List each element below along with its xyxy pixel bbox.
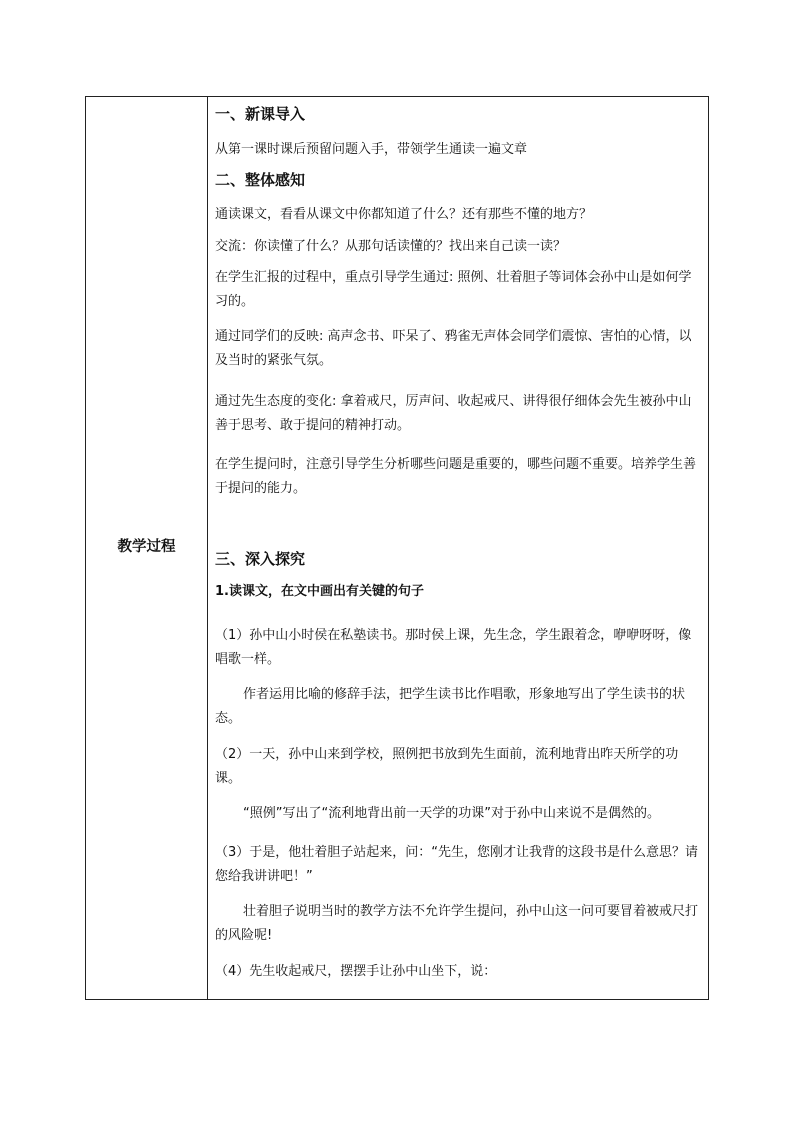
paragraph: 通过同学们的反映: 高声念书、吓呆了、鸦雀无声体会同学们震惊、害怕的心情，以及当时的紧张气氛。 xyxy=(215,329,692,368)
subheading: 1.读课文，在文中画出有关键的句子 xyxy=(215,584,424,599)
sentence-item: （1）孙中山小时侯在私塾读书。那时侯上课，先生念，学生跟着念，咿咿呀呀，像唱歌一样。 xyxy=(215,628,692,667)
sentence-analysis: 作者运用比喻的修辞手法，把学生读书比作唱歌，形象地写出了学生读书的状态。 xyxy=(215,687,686,726)
paragraph: 在学生汇报的过程中，重点引导学生通过: 照例、壮着胆子等词体会孙中山是如何学习的。 xyxy=(215,270,692,309)
paragraph: 交流：你读懂了什么？从那句话读懂的？找出来自己读一读？ xyxy=(215,239,567,254)
heading-overview: 二、整体感知 xyxy=(215,171,306,189)
row-label: 教学过程 xyxy=(117,539,176,555)
lesson-table xyxy=(85,96,709,1000)
sentence-item: （4）先生收起戒尺，摆摆手让孙中山坐下，说： xyxy=(215,964,497,979)
paragraph: 通过先生态度的变化: 拿着戒尺，厉声问、收起戒尺、讲得很仔细体会先生被孙中山善于思考、敢于提问的精神打动。 xyxy=(215,394,692,433)
heading-explore: 三、深入探究 xyxy=(215,550,306,568)
sentence-item: （2）一天，孙中山来到学校，照例把书放到先生面前，流利地背出昨天所学的功课。 xyxy=(215,747,679,786)
paragraph: 通读课文，看看从课文中你都知道了什么？还有那些不懂的地方？ xyxy=(215,207,593,222)
paragraph: 在学生提问时，注意引导学生分析哪些问题是重要的，哪些问题不重要。培养学生善于提问的能力。 xyxy=(215,457,697,496)
sentence-analysis: 壮着胆子说明当时的教学方法不允许学生提问，孙中山这一问可要冒着被戒尺打的风险呢! xyxy=(215,904,699,943)
heading-intro: 一、新课导入 xyxy=(215,105,306,123)
paragraph: 从第一课时课后预留问题入手，带领学生通读一遍文章 xyxy=(215,142,528,157)
column-divider xyxy=(207,97,208,999)
sentence-item: （3）于是，他壮着胆子站起来，问：“先生，您刚才让我背的这段书是什么意思？请您给我讲讲吧！” xyxy=(215,845,699,884)
sentence-analysis: “照例”写出了“流利地背出前一天学的功课”对于孙中山来说不是偶然的。 xyxy=(243,806,660,821)
